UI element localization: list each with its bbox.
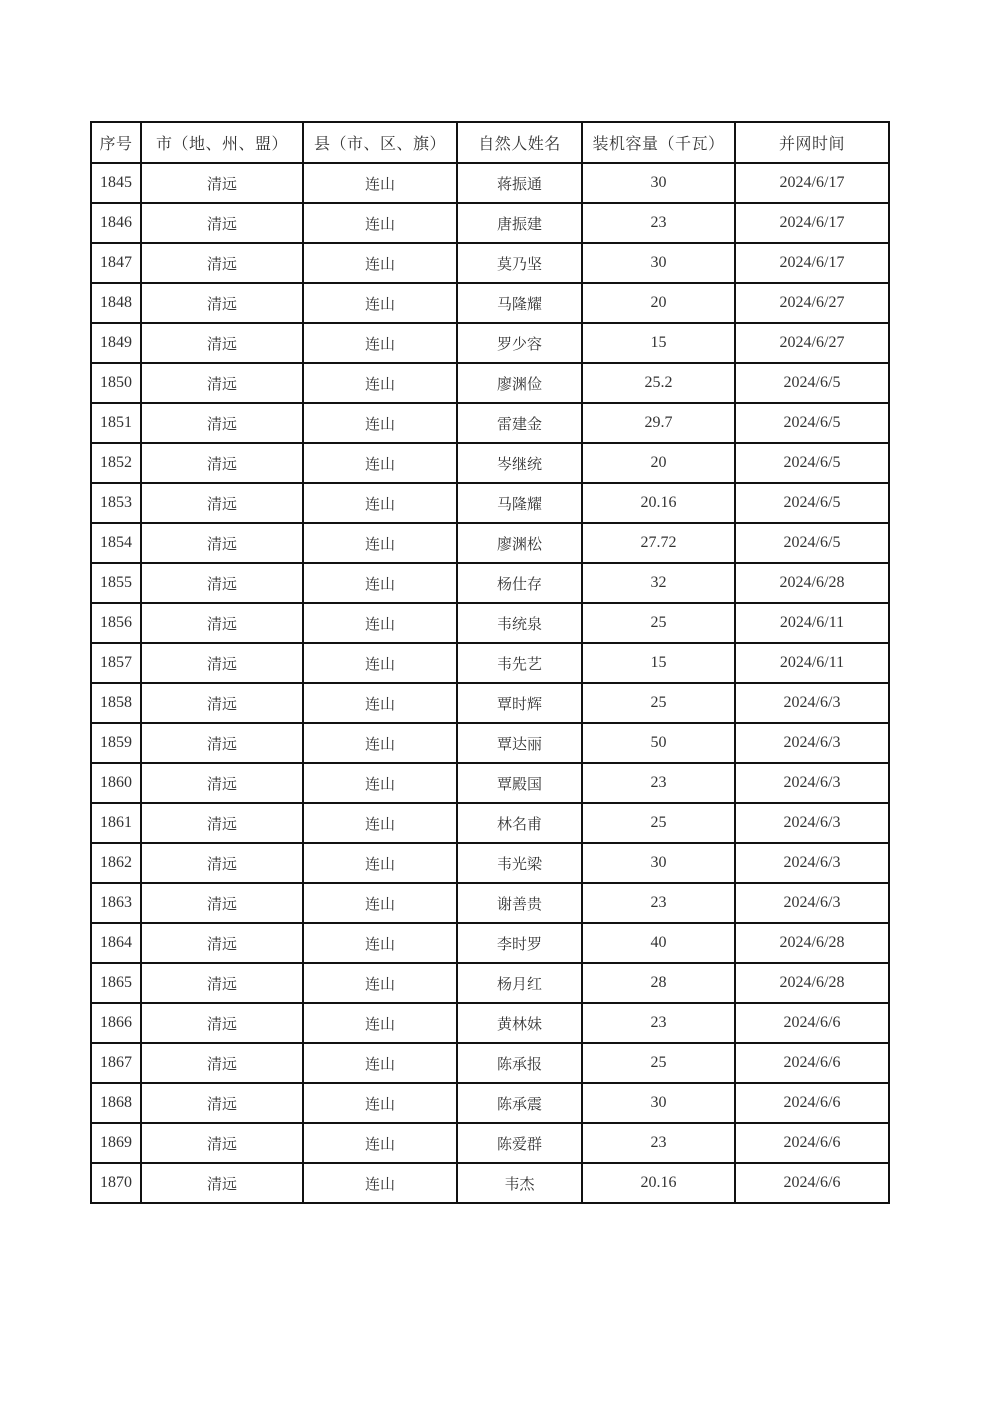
- cell-grid-connection-date: 2024/6/17: [735, 243, 889, 283]
- cell-city: 清远: [141, 483, 303, 523]
- cell-installed-capacity: 28: [582, 963, 735, 1003]
- cell-county: 连山: [303, 483, 457, 523]
- cell-person-name: 韦先艺: [457, 643, 582, 683]
- header-installed-capacity: 装机容量（千瓦）: [582, 122, 735, 163]
- cell-grid-connection-date: 2024/6/27: [735, 323, 889, 363]
- cell-city: 清远: [141, 803, 303, 843]
- cell-person-name: 罗少容: [457, 323, 582, 363]
- table-row: [91, 203, 889, 243]
- cell-serial-number: 1866: [91, 1003, 141, 1043]
- cell-county: 连山: [303, 563, 457, 603]
- cell-city: 清远: [141, 1083, 303, 1123]
- cell-city: 清远: [141, 243, 303, 283]
- cell-grid-connection-date: 2024/6/6: [735, 1043, 889, 1083]
- table-row: [91, 643, 889, 683]
- table-row: [91, 803, 889, 843]
- cell-installed-capacity: 27.72: [582, 523, 735, 563]
- cell-serial-number: 1848: [91, 283, 141, 323]
- cell-city: 清远: [141, 403, 303, 443]
- cell-person-name: 覃殿国: [457, 763, 582, 803]
- cell-serial-number: 1860: [91, 763, 141, 803]
- cell-county: 连山: [303, 283, 457, 323]
- table-row: [91, 683, 889, 723]
- table-row: [91, 1083, 889, 1123]
- cell-city: 清远: [141, 443, 303, 483]
- cell-grid-connection-date: 2024/6/11: [735, 643, 889, 683]
- header-person-name: 自然人姓名: [457, 122, 582, 163]
- cell-person-name: 马隆耀: [457, 283, 582, 323]
- cell-city: 清远: [141, 643, 303, 683]
- cell-installed-capacity: 50: [582, 723, 735, 763]
- cell-serial-number: 1861: [91, 803, 141, 843]
- pv-registration-table: [90, 121, 890, 1204]
- cell-city: 清远: [141, 763, 303, 803]
- cell-county: 连山: [303, 443, 457, 483]
- cell-serial-number: 1862: [91, 843, 141, 883]
- cell-person-name: 覃时辉: [457, 683, 582, 723]
- cell-installed-capacity: 25.2: [582, 363, 735, 403]
- cell-city: 清远: [141, 1003, 303, 1043]
- cell-city: 清远: [141, 283, 303, 323]
- cell-county: 连山: [303, 643, 457, 683]
- cell-installed-capacity: 20.16: [582, 483, 735, 523]
- cell-person-name: 杨仕存: [457, 563, 582, 603]
- cell-person-name: 林名甫: [457, 803, 582, 843]
- cell-city: 清远: [141, 963, 303, 1003]
- cell-county: 连山: [303, 323, 457, 363]
- cell-county: 连山: [303, 843, 457, 883]
- cell-installed-capacity: 29.7: [582, 403, 735, 443]
- cell-installed-capacity: 25: [582, 803, 735, 843]
- cell-person-name: 陈爱群: [457, 1123, 582, 1163]
- table-row: [91, 563, 889, 603]
- cell-county: 连山: [303, 1043, 457, 1083]
- header-county: 县（市、区、旗）: [303, 122, 457, 163]
- cell-city: 清远: [141, 1123, 303, 1163]
- cell-installed-capacity: 15: [582, 323, 735, 363]
- cell-serial-number: 1854: [91, 523, 141, 563]
- cell-grid-connection-date: 2024/6/11: [735, 603, 889, 643]
- cell-serial-number: 1853: [91, 483, 141, 523]
- cell-installed-capacity: 30: [582, 243, 735, 283]
- cell-serial-number: 1869: [91, 1123, 141, 1163]
- cell-grid-connection-date: 2024/6/6: [735, 1003, 889, 1043]
- table-row: [91, 283, 889, 323]
- cell-county: 连山: [303, 923, 457, 963]
- table-row: [91, 923, 889, 963]
- cell-serial-number: 1867: [91, 1043, 141, 1083]
- cell-city: 清远: [141, 883, 303, 923]
- table-row: [91, 603, 889, 643]
- cell-county: 连山: [303, 803, 457, 843]
- table-row: [91, 243, 889, 283]
- cell-serial-number: 1870: [91, 1163, 141, 1203]
- table-row: [91, 483, 889, 523]
- cell-county: 连山: [303, 203, 457, 243]
- cell-county: 连山: [303, 1083, 457, 1123]
- cell-serial-number: 1849: [91, 323, 141, 363]
- cell-serial-number: 1858: [91, 683, 141, 723]
- cell-installed-capacity: 25: [582, 683, 735, 723]
- table-row: [91, 363, 889, 403]
- cell-grid-connection-date: 2024/6/6: [735, 1163, 889, 1203]
- cell-grid-connection-date: 2024/6/6: [735, 1083, 889, 1123]
- cell-county: 连山: [303, 1163, 457, 1203]
- cell-county: 连山: [303, 723, 457, 763]
- cell-grid-connection-date: 2024/6/3: [735, 723, 889, 763]
- cell-installed-capacity: 40: [582, 923, 735, 963]
- cell-grid-connection-date: 2024/6/5: [735, 523, 889, 563]
- cell-county: 连山: [303, 963, 457, 1003]
- cell-county: 连山: [303, 363, 457, 403]
- table-body: [91, 163, 889, 1203]
- cell-grid-connection-date: 2024/6/17: [735, 163, 889, 203]
- cell-county: 连山: [303, 243, 457, 283]
- cell-serial-number: 1856: [91, 603, 141, 643]
- cell-city: 清远: [141, 563, 303, 603]
- cell-grid-connection-date: 2024/6/3: [735, 803, 889, 843]
- cell-serial-number: 1864: [91, 923, 141, 963]
- cell-serial-number: 1845: [91, 163, 141, 203]
- cell-installed-capacity: 30: [582, 1083, 735, 1123]
- table-row: [91, 403, 889, 443]
- cell-serial-number: 1859: [91, 723, 141, 763]
- cell-installed-capacity: 15: [582, 643, 735, 683]
- cell-person-name: 陈承报: [457, 1043, 582, 1083]
- cell-installed-capacity: 20: [582, 283, 735, 323]
- cell-installed-capacity: 23: [582, 1003, 735, 1043]
- cell-person-name: 马隆耀: [457, 483, 582, 523]
- cell-person-name: 唐振建: [457, 203, 582, 243]
- cell-person-name: 雷建金: [457, 403, 582, 443]
- cell-city: 清远: [141, 683, 303, 723]
- cell-city: 清远: [141, 1163, 303, 1203]
- header-grid-connection-date: 并网时间: [735, 122, 889, 163]
- cell-city: 清远: [141, 203, 303, 243]
- cell-person-name: 杨月红: [457, 963, 582, 1003]
- cell-person-name: 廖渊俭: [457, 363, 582, 403]
- cell-county: 连山: [303, 603, 457, 643]
- cell-county: 连山: [303, 1123, 457, 1163]
- cell-person-name: 谢善贵: [457, 883, 582, 923]
- table-header-row: [91, 122, 889, 163]
- cell-person-name: 覃达丽: [457, 723, 582, 763]
- cell-grid-connection-date: 2024/6/5: [735, 443, 889, 483]
- table-row: [91, 723, 889, 763]
- cell-city: 清远: [141, 163, 303, 203]
- cell-city: 清远: [141, 1043, 303, 1083]
- table-row: [91, 523, 889, 563]
- cell-city: 清远: [141, 323, 303, 363]
- cell-grid-connection-date: 2024/6/5: [735, 483, 889, 523]
- cell-installed-capacity: 30: [582, 163, 735, 203]
- cell-county: 连山: [303, 883, 457, 923]
- table-row: [91, 963, 889, 1003]
- table-row: [91, 163, 889, 203]
- header-city: 市（地、州、盟）: [141, 122, 303, 163]
- cell-city: 清远: [141, 523, 303, 563]
- cell-person-name: 陈承震: [457, 1083, 582, 1123]
- cell-serial-number: 1865: [91, 963, 141, 1003]
- cell-installed-capacity: 23: [582, 883, 735, 923]
- cell-installed-capacity: 32: [582, 563, 735, 603]
- cell-serial-number: 1852: [91, 443, 141, 483]
- cell-serial-number: 1851: [91, 403, 141, 443]
- cell-grid-connection-date: 2024/6/3: [735, 683, 889, 723]
- cell-city: 清远: [141, 843, 303, 883]
- cell-person-name: 韦统泉: [457, 603, 582, 643]
- cell-serial-number: 1847: [91, 243, 141, 283]
- cell-grid-connection-date: 2024/6/28: [735, 923, 889, 963]
- cell-grid-connection-date: 2024/6/3: [735, 883, 889, 923]
- table-row: [91, 763, 889, 803]
- cell-person-name: 蒋振通: [457, 163, 582, 203]
- table-row: [91, 843, 889, 883]
- cell-installed-capacity: 30: [582, 843, 735, 883]
- cell-city: 清远: [141, 603, 303, 643]
- cell-installed-capacity: 25: [582, 1043, 735, 1083]
- cell-grid-connection-date: 2024/6/17: [735, 203, 889, 243]
- cell-serial-number: 1846: [91, 203, 141, 243]
- cell-grid-connection-date: 2024/6/27: [735, 283, 889, 323]
- cell-city: 清远: [141, 923, 303, 963]
- cell-serial-number: 1863: [91, 883, 141, 923]
- cell-grid-connection-date: 2024/6/28: [735, 963, 889, 1003]
- cell-installed-capacity: 23: [582, 1123, 735, 1163]
- cell-person-name: 廖渊松: [457, 523, 582, 563]
- cell-serial-number: 1868: [91, 1083, 141, 1123]
- table-row: [91, 883, 889, 923]
- table-row: [91, 1003, 889, 1043]
- cell-serial-number: 1857: [91, 643, 141, 683]
- cell-person-name: 韦光梁: [457, 843, 582, 883]
- cell-grid-connection-date: 2024/6/6: [735, 1123, 889, 1163]
- cell-county: 连山: [303, 683, 457, 723]
- cell-grid-connection-date: 2024/6/3: [735, 763, 889, 803]
- cell-installed-capacity: 20.16: [582, 1163, 735, 1203]
- table-row: [91, 1043, 889, 1083]
- cell-county: 连山: [303, 403, 457, 443]
- header-serial-number: 序号: [91, 122, 141, 163]
- cell-county: 连山: [303, 523, 457, 563]
- cell-installed-capacity: 20: [582, 443, 735, 483]
- cell-serial-number: 1855: [91, 563, 141, 603]
- cell-person-name: 李时罗: [457, 923, 582, 963]
- cell-installed-capacity: 23: [582, 203, 735, 243]
- cell-county: 连山: [303, 163, 457, 203]
- cell-serial-number: 1850: [91, 363, 141, 403]
- cell-county: 连山: [303, 763, 457, 803]
- cell-person-name: 莫乃坚: [457, 243, 582, 283]
- cell-installed-capacity: 25: [582, 603, 735, 643]
- cell-installed-capacity: 23: [582, 763, 735, 803]
- cell-county: 连山: [303, 1003, 457, 1043]
- cell-grid-connection-date: 2024/6/3: [735, 843, 889, 883]
- cell-grid-connection-date: 2024/6/28: [735, 563, 889, 603]
- cell-city: 清远: [141, 363, 303, 403]
- cell-city: 清远: [141, 723, 303, 763]
- table-row: [91, 323, 889, 363]
- cell-person-name: 岑继统: [457, 443, 582, 483]
- table-row: [91, 1123, 889, 1163]
- table-row: [91, 443, 889, 483]
- cell-grid-connection-date: 2024/6/5: [735, 363, 889, 403]
- cell-person-name: 黄林妹: [457, 1003, 582, 1043]
- table-row: [91, 1163, 889, 1203]
- cell-grid-connection-date: 2024/6/5: [735, 403, 889, 443]
- cell-person-name: 韦杰: [457, 1163, 582, 1203]
